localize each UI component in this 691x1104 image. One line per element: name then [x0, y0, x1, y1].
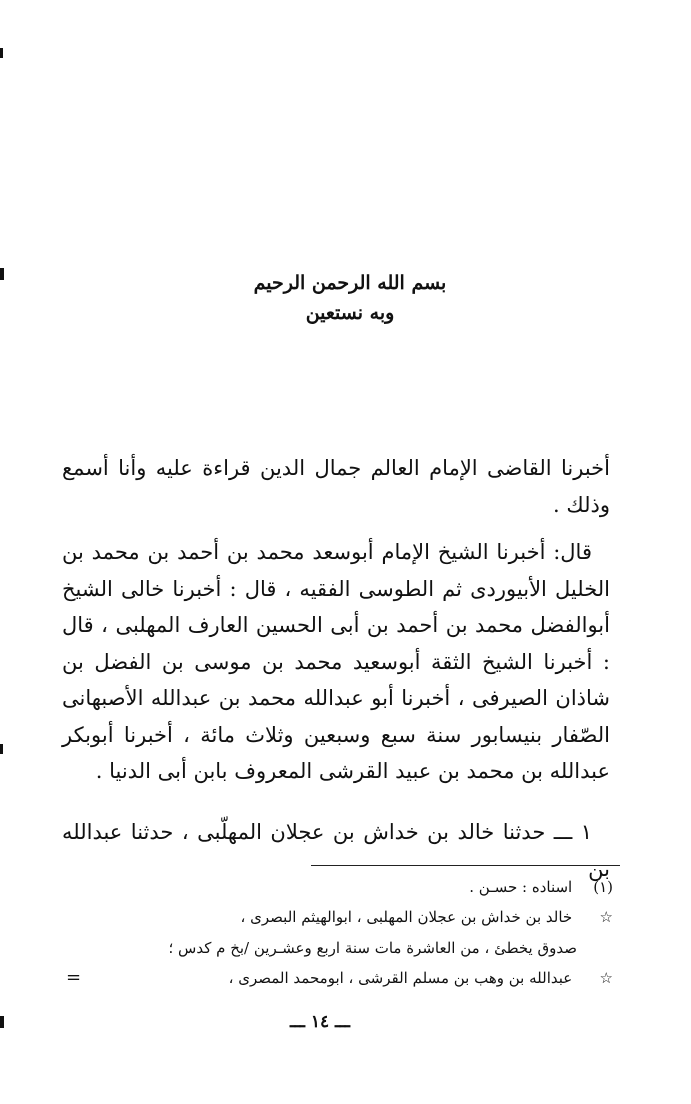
page-edge-mark-lower — [0, 1016, 4, 1028]
invocation: وبه نستعين — [305, 302, 395, 324]
footnote-text: خالد بن خداش بن عجلان المهلبى ، ابوالهيثم البصرى ، — [240, 908, 573, 926]
footnote-separator — [311, 865, 620, 866]
star-icon: ☆ — [599, 969, 613, 987]
continuation-mark: = — [66, 967, 82, 988]
footnote-line — [60, 873, 613, 901]
intro-paragraph: أخبرنا القاضى الإمام العالم جمال الدين قراءة عليه وأنا أسمع وذلك . — [62, 456, 610, 517]
page-number: ـــ ١٤ ـــ — [289, 1012, 350, 1032]
footnote-text: عبدالله بن وهب بن مسلم القرشى ، ابومحمد المصرى ، — [228, 969, 573, 987]
footnote-number: (١) — [593, 878, 613, 896]
hadith-first-line: ١ ـــ حدثنا خالد بن خداش بن عجلان المهلّبى ، حدثنا عبدالله بن — [62, 820, 610, 881]
page-edge-mark-top — [0, 48, 3, 58]
basmala: بسم الله الرحمن الرحيم — [253, 272, 447, 294]
star-icon: ☆ — [599, 908, 613, 926]
footnote-line — [60, 964, 613, 992]
isnad-paragraph: قال: أخبرنا الشيخ الإمام أبوسعد محمد بن أحمد بن محمد بن الخليل الأبيوردى ثم الطوسى الفقيه ، قال : أخبرنا خالى الشيخ أبوالفضل محمد بن أحمد بن أبى الحسين العارف المهلبى ، قال : أخبرنا الشيخ الثقة أبوسعيد محمد بن موسى بن الفضل بن شاذان الصيرفى ، أخبرنا أبو عبدالله محمد بن عبدالله الأصبهانى الصّفار بنيسابور سنة سبع وسبعين وثلاث مائة ، أخبرنا أبوبكر عبدالله بن محمد بن عبيد القرشى المعروف بابن أبى الدنيا . — [62, 540, 610, 783]
page-heading — [150, 268, 550, 328]
footnote-text: صدوق يخطئ ، من العاشرة مات سنة اربع وعشـرين /بخ م كدس ؛ — [168, 939, 577, 957]
footnote-line — [60, 903, 613, 931]
page-edge-mark-middle — [0, 744, 3, 754]
footnote-line — [60, 934, 577, 962]
footnote-text: اسناده : حسـن . — [469, 878, 573, 896]
page-edge-mark-upper — [0, 268, 4, 280]
